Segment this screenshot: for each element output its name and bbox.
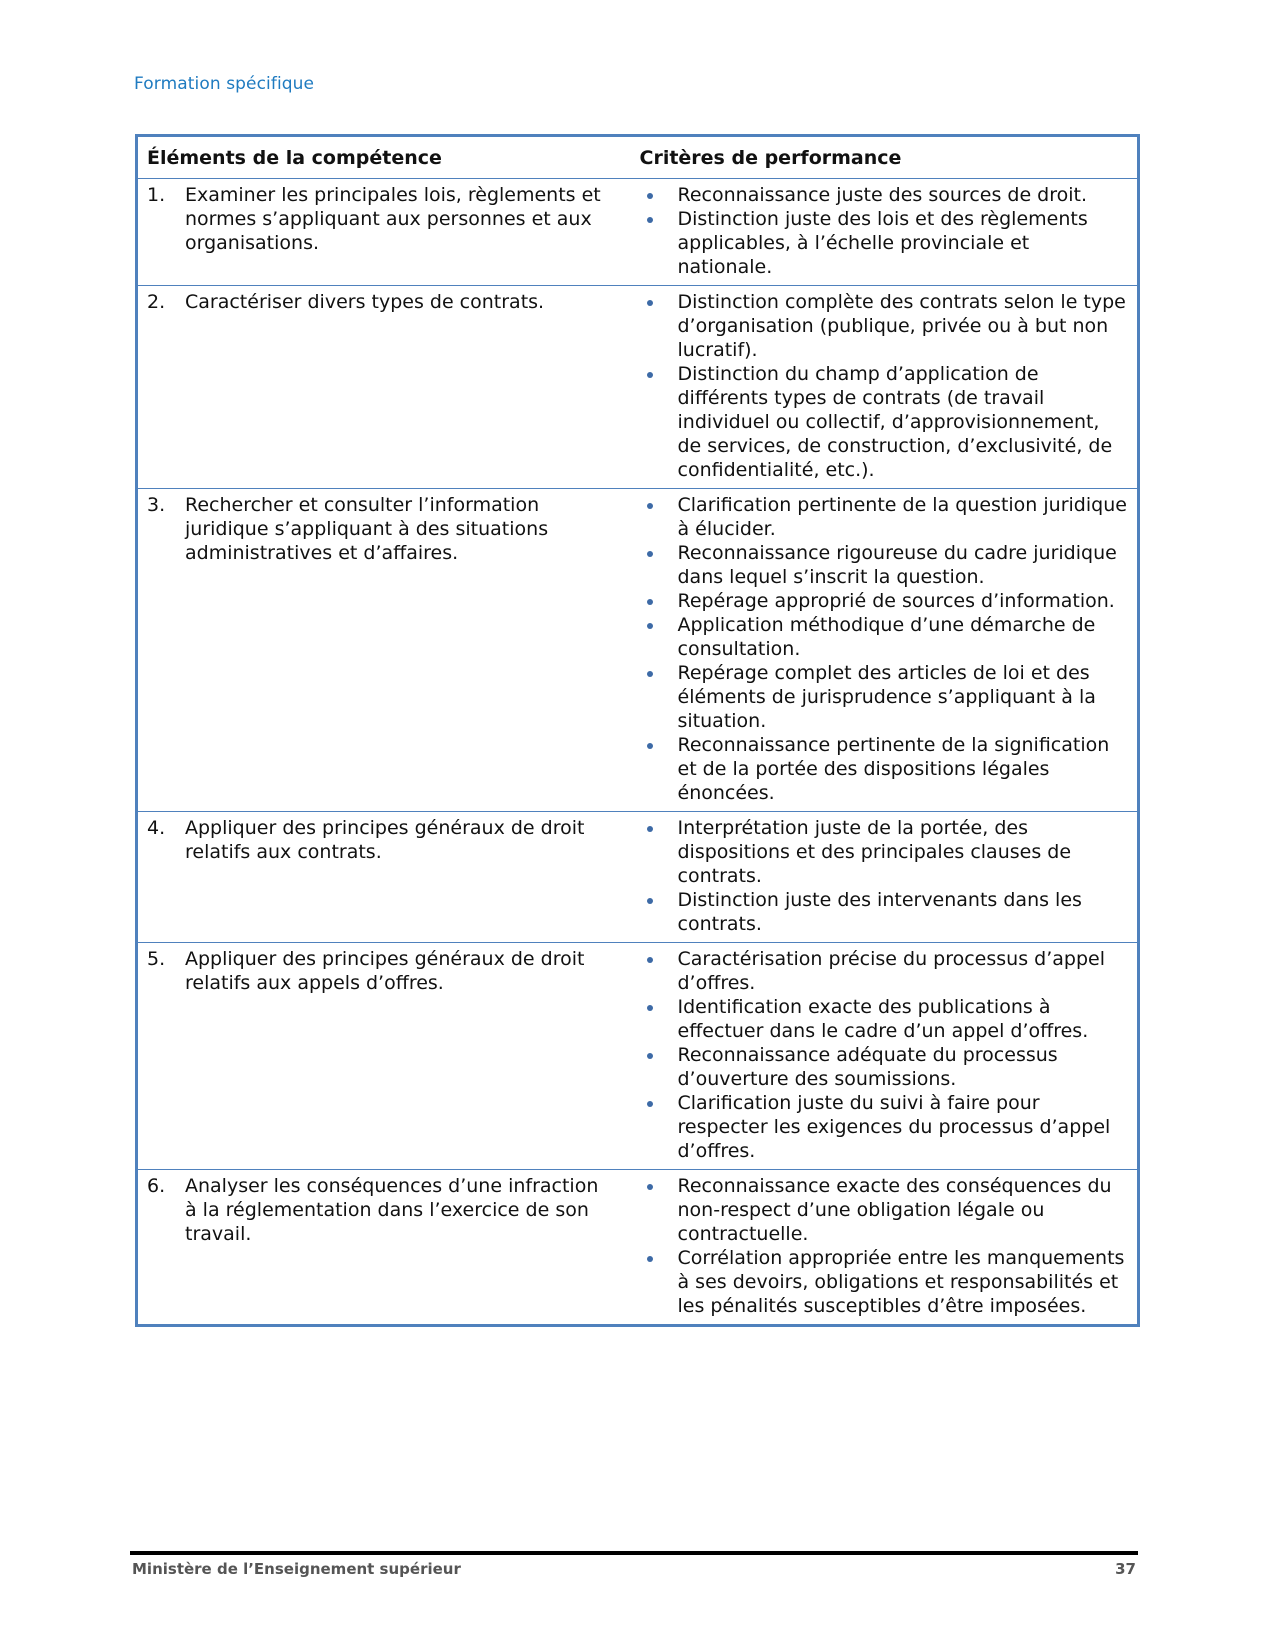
- criteria-list: [641, 816, 1132, 936]
- element-text: Appliquer des principes généraux de droit relatifs aux contrats.: [185, 817, 585, 863]
- criterion-item: [641, 290, 1132, 362]
- criteria-cell: [632, 943, 1139, 1170]
- table-row: [137, 286, 1139, 489]
- element-number: 2.: [147, 291, 166, 313]
- footer-publisher: Ministère de l’Enseignement supérieur: [132, 1560, 461, 1578]
- element-text: Examiner les principales lois, règlements et normes s’appliquant aux personnes et aux organisations.: [185, 184, 601, 254]
- criterion-text: Reconnaissance adéquate du processus d’ouverture des soumissions.: [677, 1044, 1058, 1090]
- criterion-item: [641, 1043, 1132, 1091]
- criterion-text: Interprétation juste de la portée, des dispositions et des principales clauses de contrats.: [677, 817, 1072, 887]
- criterion-item: [641, 362, 1132, 482]
- bullet-icon: [641, 661, 678, 733]
- criterion-item: [641, 207, 1132, 279]
- bullet-icon: [641, 995, 678, 1043]
- bullet-icon: [641, 733, 678, 805]
- element-text: Analyser les conséquences d’une infraction à la réglementation dans l’exercice de son travail.: [185, 1175, 599, 1245]
- criterion-item: [641, 888, 1132, 936]
- criterion-text: Distinction du champ d’application de différents types de contrats (de travail individuel ou collectif, d’approvisionnement, de services, de construction, d’exclusivité, de confidentialité, etc.).: [677, 363, 1113, 481]
- criteria-list: [641, 493, 1132, 805]
- criteria-list: [641, 1174, 1132, 1318]
- criterion-text: Caractérisation précise du processus d’appel d’offres.: [677, 948, 1105, 994]
- criterion-text: Application méthodique d’une démarche de consultation.: [677, 614, 1096, 660]
- criterion-item: [641, 947, 1132, 995]
- bullet-icon: [641, 589, 678, 613]
- criterion-item: [641, 816, 1132, 888]
- criterion-text: Clarification pertinente de la question juridique à élucider.: [677, 494, 1127, 540]
- criterion-item: [641, 1174, 1132, 1246]
- criterion-text: Reconnaissance pertinente de la signification et de la portée des dispositions légales énoncées.: [677, 734, 1110, 804]
- bullet-icon: [641, 541, 678, 589]
- bullet-icon: [641, 207, 678, 279]
- criterion-item: [641, 995, 1132, 1043]
- competency-element: [147, 183, 626, 255]
- footer-divider: [130, 1551, 1138, 1555]
- bullet-icon: [641, 947, 678, 995]
- criterion-text: Repérage complet des articles de loi et des éléments de jurisprudence s’appliquant à la situation.: [677, 662, 1096, 732]
- criterion-item: [641, 541, 1132, 589]
- criteria-list: [641, 183, 1132, 279]
- competency-element: [147, 816, 626, 864]
- criteria-cell: [632, 812, 1139, 943]
- bullet-icon: [641, 362, 678, 482]
- bullet-icon: [641, 1043, 678, 1091]
- criteria-cell: [632, 286, 1139, 489]
- table-row: [137, 179, 1139, 286]
- element-text: Appliquer des principes généraux de droit relatifs aux appels d’offres.: [185, 948, 585, 994]
- element-cell: [137, 179, 632, 286]
- running-header: Formation spécifique: [134, 74, 315, 94]
- element-cell: [137, 1170, 632, 1326]
- criteria-cell: [632, 1170, 1139, 1326]
- element-number: 4.: [147, 817, 166, 839]
- criterion-text: Distinction complète des contrats selon le type d’organisation (publique, privée ou à but non lucratif).: [677, 291, 1126, 361]
- criterion-text: Reconnaissance exacte des conséquences du non-respect d’une obligation légale ou contractuelle.: [677, 1175, 1112, 1245]
- competency-element: [147, 290, 626, 314]
- criterion-item: [641, 1091, 1132, 1163]
- bullet-icon: [641, 1246, 678, 1318]
- bullet-icon: [641, 1174, 678, 1246]
- bullet-icon: [641, 290, 678, 362]
- element-number: 1.: [147, 184, 166, 206]
- criterion-text: Reconnaissance rigoureuse du cadre juridique dans lequel s’inscrit la question.: [677, 542, 1117, 588]
- criteria-list: [641, 290, 1132, 482]
- element-number: 3.: [147, 494, 166, 516]
- table-header-row: [137, 136, 1139, 179]
- competency-element: [147, 947, 626, 995]
- criterion-item: [641, 613, 1132, 661]
- element-number: 6.: [147, 1175, 166, 1197]
- page-number: 37: [1115, 1560, 1136, 1578]
- criterion-text: Reconnaissance juste des sources de droit.: [677, 184, 1088, 206]
- criterion-text: Identification exacte des publications à effectuer dans le cadre d’un appel d’offres.: [677, 996, 1089, 1042]
- table-row: [137, 489, 1139, 812]
- element-cell: [137, 286, 632, 489]
- criterion-item: [641, 1246, 1132, 1318]
- element-cell: [137, 943, 632, 1170]
- table-row: [137, 943, 1139, 1170]
- element-text: Caractériser divers types de contrats.: [185, 291, 545, 313]
- criterion-text: Distinction juste des lois et des règlements applicables, à l’échelle provinciale et nationale.: [677, 208, 1088, 278]
- table-row: [137, 1170, 1139, 1326]
- bullet-icon: [641, 493, 678, 541]
- criterion-text: Distinction juste des intervenants dans les contrats.: [677, 889, 1082, 935]
- criterion-text: Corrélation appropriée entre les manquements à ses devoirs, obligations et responsabilités et les pénalités susceptibles d’être imposées.: [677, 1247, 1125, 1317]
- bullet-icon: [641, 888, 678, 936]
- bullet-icon: [641, 816, 678, 888]
- bullet-icon: [641, 613, 678, 661]
- criteria-cell: [632, 179, 1139, 286]
- bullet-icon: [641, 1091, 678, 1163]
- element-cell: [137, 812, 632, 943]
- criterion-item: [641, 589, 1132, 613]
- criterion-text: Repérage approprié de sources d’information.: [677, 590, 1115, 612]
- criterion-item: [641, 493, 1132, 541]
- table-row: [137, 812, 1139, 943]
- element-text: Rechercher et consulter l’information juridique s’appliquant à des situations administratives et d’affaires.: [185, 494, 549, 564]
- criteria-cell: [632, 489, 1139, 812]
- column-header-elements: Éléments de la compétence: [137, 136, 632, 179]
- criterion-item: [641, 733, 1132, 805]
- bullet-icon: [641, 183, 678, 207]
- column-header-criteria: Critères de performance: [632, 136, 1139, 179]
- competency-element: [147, 493, 626, 565]
- criterion-item: [641, 661, 1132, 733]
- element-number: 5.: [147, 948, 166, 970]
- element-cell: [137, 489, 632, 812]
- competency-table: [135, 134, 1140, 1327]
- criterion-text: Clarification juste du suivi à faire pour respecter les exigences du processus d’appel d’offres.: [677, 1092, 1111, 1162]
- criteria-list: [641, 947, 1132, 1163]
- criterion-item: [641, 183, 1132, 207]
- competency-element: [147, 1174, 626, 1246]
